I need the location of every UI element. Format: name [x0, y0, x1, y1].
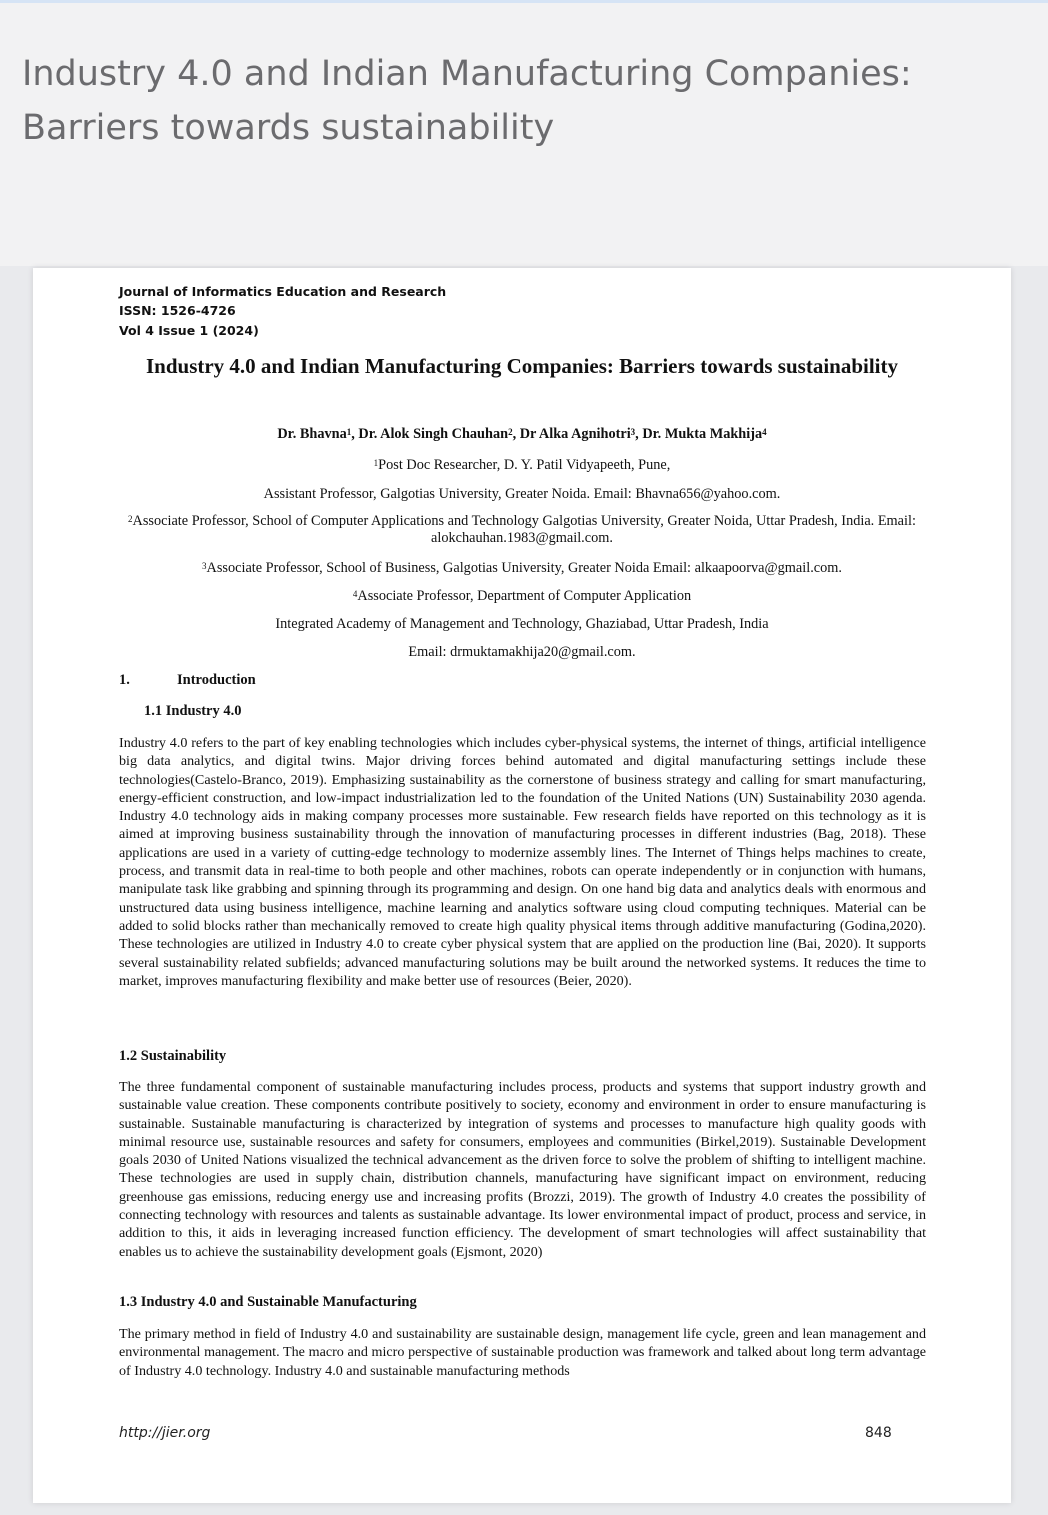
affiliation-3 — [93, 560, 951, 577]
pdf-page[interactable] — [33, 268, 1011, 1503]
affiliation-2-sup: 2 — [128, 514, 133, 524]
affiliation-1-line-2: Assistant Professor, Galgotias University, Greater Noida. Email: Bhavna656@yahoo.com. — [263, 486, 781, 502]
affiliation-4-text: Associate Professor, Department of Computer Application — [357, 588, 692, 604]
document-title: Industry 4.0 and Indian Manufacturing Companies: Barriers towards sustainability — [22, 54, 912, 148]
author-4-sup: 4 — [762, 427, 767, 437]
section-1-number: 1. — [119, 672, 130, 688]
journal-volume: Vol 4 Issue 1 (2024) — [119, 323, 259, 338]
section-1-1-paragraph: Industry 4.0 refers to the part of key enabling technologies which includes cyber-physical systems, the internet of things, artificial intelligence big data analytics, and digital twins. Major driving forces behind automated and digital manufacturing settings include these technologies(Castelo-Branco, 2019). Emphasizing sustainability as the cornerstone of business strategy and calling for smart manufacturing, energy-efficient construction, and low-impact industrialization led to the foundation of the United Nations (UN) Sustainability 2030 agenda. Industry 4.0 technology aids in making company processes more sustainable. Few research fields have reported on this technology as it is aimed at improving business sustainability through the innovation of manufacturing processes in different industries (Bag, 2018). These applications are used in a variety of cutting-edge technology to modernize assembly lines. The Internet of Things helps machines to create, process, and transmit data in real-time to both people and other machines, robots can operate independently or in conjunction with humans, manipulate task like grabbing and spinning through its programming and design. On one hand big data and analytics deals with enormous and unstructured data using business intelligence, machine learning and analytics software using cloud computing techniques. Material can be added to solid blocks rather than mechanically removed to create high quality physical items through additive manufacturing (Godina,2020). These technologies are utilized in Industry 4.0 to create cyber physical system that are applied on the production line (Bai, 2020). It supports several sustainability related subfields; advanced manufacturing solutions may be built around the networked systems. It reduces the time to market, improves manufacturing flexibility and make better use of resources (Beier, 2020). — [119, 735, 926, 989]
affiliation-2-text: Associate Professor, School of Computer Applications and Technology Galgotias University, Greater Noida, Uttar Pradesh, India. Email: alokchauhan.1983@gmail.com. — [132, 513, 916, 546]
author-1: Dr. Bhavna — [277, 426, 347, 442]
author-2-sup: 2 — [508, 427, 513, 437]
section-1-3-paragraph: The primary method in field of Industry 4.0 and sustainability are sustainable design, management life cycle, green and lean management and environmental management. The macro and micro perspective of sustainable production was framework and talked about long term advantage of Industry 4.0 technology. Industry 4.0 and sustainable manufacturing methods — [119, 1326, 926, 1379]
section-1-1-heading: 1.1 Industry 4.0 — [144, 703, 242, 719]
author-3-sup: 3 — [630, 427, 636, 437]
affiliation-3-sup: 3 — [202, 561, 207, 571]
affiliation-4-email: Email: drmuktamakhija20@gmail.com. — [408, 644, 636, 660]
author-3: , Dr Alka Agnihotri — [512, 426, 631, 442]
section-1-heading: Introduction — [177, 672, 256, 688]
author-4: , Dr. Mukta Makhija — [635, 426, 763, 442]
section-1-2-paragraph: The three fundamental component of sustainable manufacturing includes process, products and systems that support industry growth and sustainable value creation. These components contribute positively to society, economy and environment in order to ensure manufacturing is sustainable. Sustainable manufacturing is characterized by integration of systems and processes to manufacture high quality goods with minimal resource use, sustainable resources and safety for consumers, employees and communities (Birkel,2019). Sustainable Development goals 2030 of United Nations visualized the technical advancement as the driven force to solve the problem of shifting to intelligent machine. These technologies are used in supply chain, distribution channels, manufacturing have significant impact on environment, reducing greenhouse gas emissions, reducing energy use and increasing profits (Brozzi, 2019). The growth of Industry 4.0 creates the possibility of connecting technology with resources and talents as sustainable advantage. Its lower environmental impact of product, process and service, in addition to this, it aids in leveraging increased function efficiency. The development of smart technologies will affect sustainability that enables us to achieve the sustainability development goals (Ejsmont, 2020) — [119, 1079, 926, 1260]
affiliation-1-sup: 1 — [373, 458, 379, 468]
author-1-sup: 1 — [346, 427, 352, 437]
journal-name: Journal of Informatics Education and Research — [119, 284, 447, 299]
affiliation-3-text: Associate Professor, School of Business, Galgotias University, Greater Noida Email: alkaapoorva@gmail.com. — [206, 560, 842, 576]
affiliation-4 — [93, 588, 951, 605]
affiliation-1-text: Post Doc Researcher, D. Y. Patil Vidyapeeth, Pune, — [378, 457, 671, 473]
author-2: , Dr. Alok Singh Chauhan — [351, 426, 509, 442]
affiliation-4-line-2: Integrated Academy of Management and Technology, Ghaziabad, Uttar Pradesh, India — [275, 616, 769, 632]
affiliation-4-sup: 4 — [352, 589, 358, 599]
section-1-2-heading: 1.2 Sustainability — [119, 1048, 227, 1064]
affiliation-2 — [93, 513, 951, 547]
footer-url: http://jier.org — [119, 1425, 211, 1441]
author-list — [93, 426, 951, 443]
journal-issn: ISSN: 1526-4726 — [119, 303, 236, 318]
paper-title: Industry 4.0 and Indian Manufacturing Companies: Barriers towards sustainability — [145, 354, 899, 378]
document-viewer-header — [0, 3, 1048, 266]
footer-page-number: 848 — [865, 1425, 892, 1441]
affiliation-1 — [93, 457, 951, 474]
section-1-3-heading: 1.3 Industry 4.0 and Sustainable Manufacturing — [119, 1294, 417, 1310]
